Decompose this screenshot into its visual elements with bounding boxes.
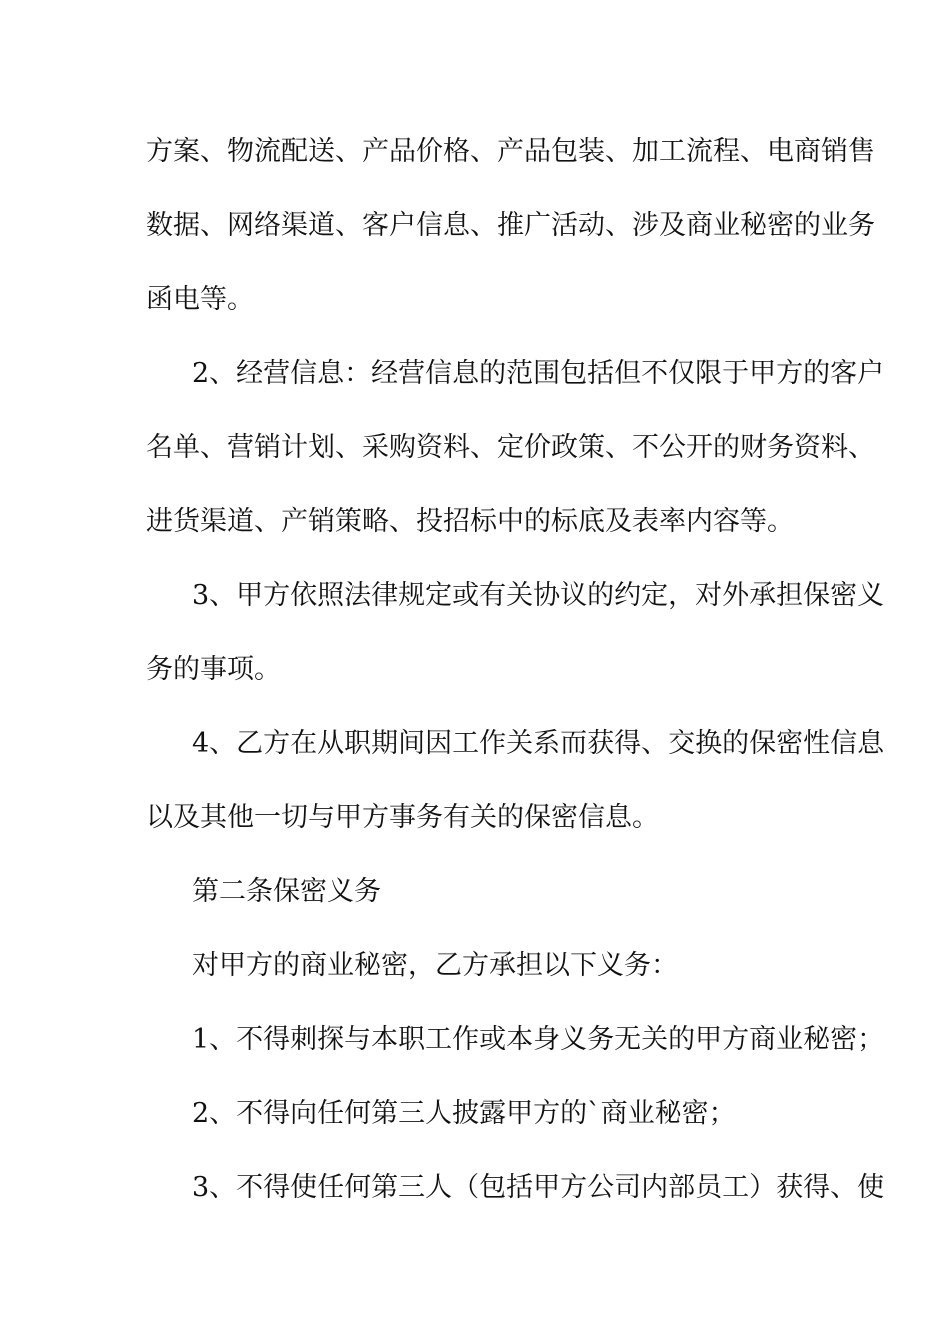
paragraph-1-line-3: 函电等。	[146, 284, 254, 315]
paragraph-3-line-2: 务的事项。	[146, 654, 281, 685]
paragraph-1-line-2: 数据、网络渠道、客户信息、推广活动、涉及商业秘密的业务	[146, 210, 875, 241]
obligation-item-1: 1、不得刺探与本职工作或本身义务无关的甲方商业秘密；	[192, 1024, 885, 1055]
paragraph-2-line-1: 2、经营信息：经营信息的范围包括但不仅限于甲方的客户	[192, 358, 885, 389]
section-heading: 第二条保密义务	[192, 876, 381, 907]
obligation-intro: 对甲方的商业秘密，乙方承担以下义务：	[192, 950, 678, 981]
paragraph-4-line-2: 以及其他一切与甲方事务有关的保密信息。	[146, 802, 659, 833]
obligation-item-2: 2、不得向任何第三人披露甲方的`商业秘密；	[192, 1098, 736, 1129]
paragraph-4-line-1: 4、乙方在从职期间因工作关系而获得、交换的保密性信息	[192, 728, 885, 759]
paragraph-2-line-3: 进货渠道、产销策略、投招标中的标底及表率内容等。	[146, 506, 794, 537]
obligation-item-3: 3、不得使任何第三人（包括甲方公司内部员工）获得、使	[192, 1172, 885, 1203]
paragraph-1-line-1: 方案、物流配送、产品价格、产品包装、加工流程、电商销售	[146, 136, 875, 167]
paragraph-2-line-2: 名单、营销计划、采购资料、定价政策、不公开的财务资料、	[146, 432, 875, 463]
paragraph-3-line-1: 3、甲方依照法律规定或有关协议的约定，对外承担保密义	[192, 580, 885, 611]
